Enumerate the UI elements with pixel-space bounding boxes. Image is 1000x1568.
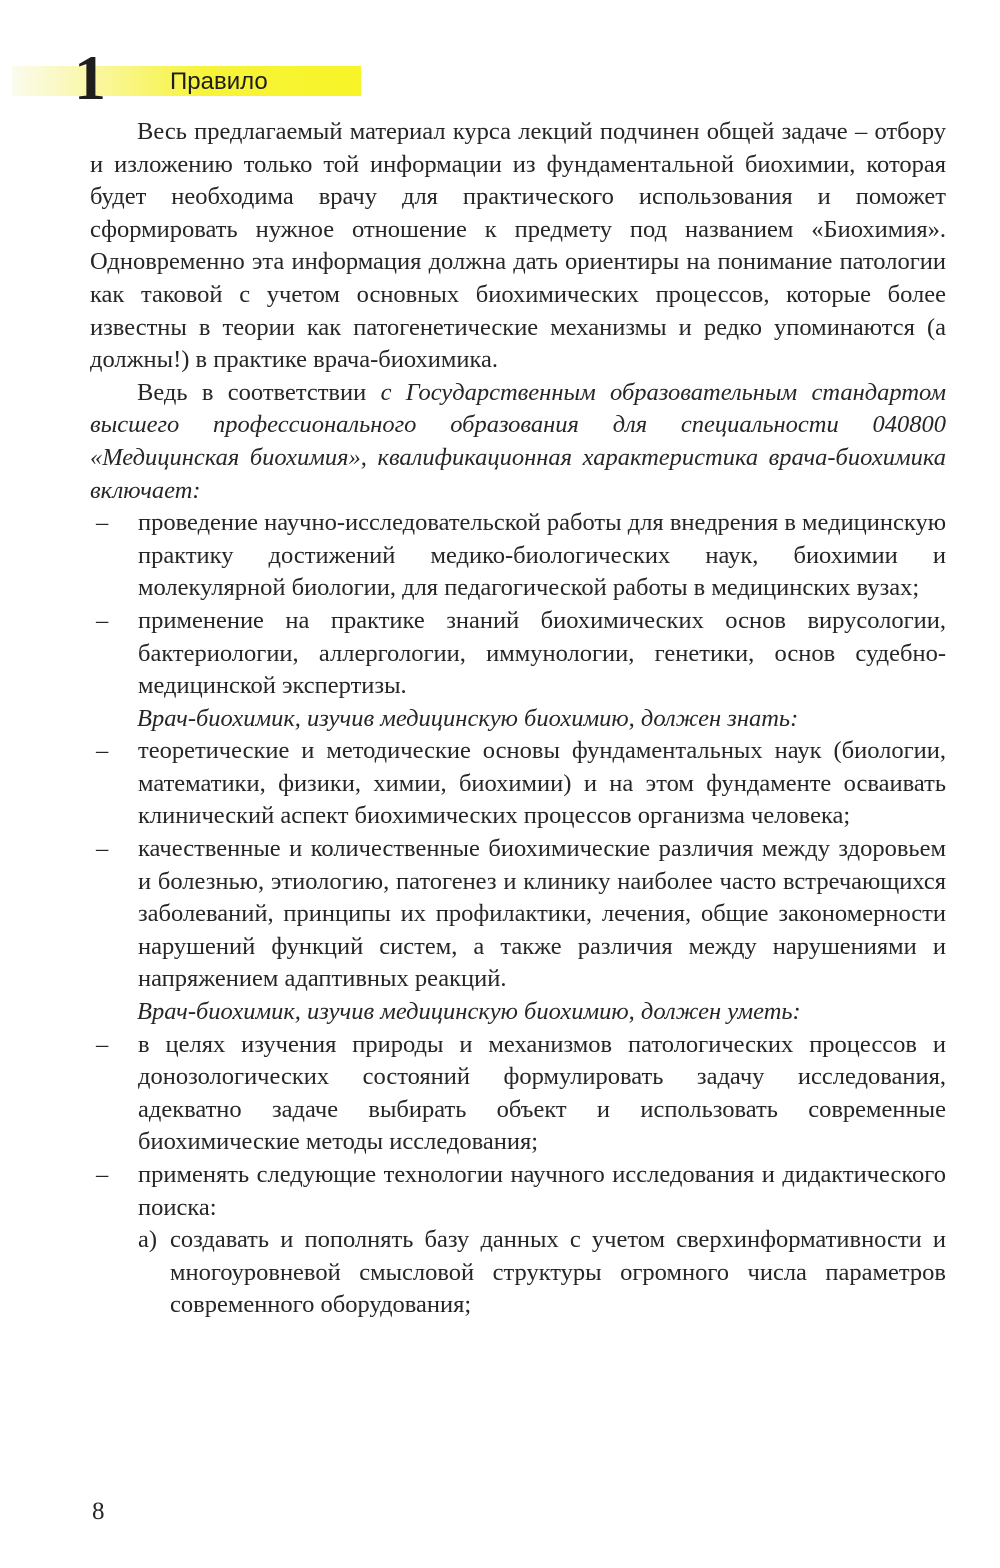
list-item — [90, 1029, 946, 1159]
dash-marker: – — [96, 835, 109, 863]
list-item — [90, 735, 946, 833]
list-item — [90, 833, 946, 996]
page-number: 8 — [92, 1498, 105, 1525]
list-item-text: теоретические и методические основы фундаментальных наук (биологии, математики, физики, химии, биохимии) и на этом фундаменте осваивать клинический аспект биохимических процессов организма человека; — [138, 737, 946, 830]
dash-marker: – — [96, 606, 109, 634]
heading-must-be-able: Врач-биохимик, изучив медицинскую биохимию, должен уметь: — [137, 998, 801, 1026]
sublist-marker: а) — [138, 1226, 158, 1254]
sublist-item-text: создавать и пополнять базу данных с учетом сверхинформативности и многоуровневой смысловой структуры огромного числа параметров современного оборудования; — [170, 1226, 946, 1319]
dash-marker: – — [96, 509, 109, 537]
list-item — [90, 1159, 946, 1224]
dash-marker: – — [96, 1030, 109, 1058]
list-item — [90, 507, 946, 605]
list-item-text: проведение научно-исследовательской работы для внедрения в медицинскую практику достижений медико-биологических наук, биохимии и молекулярной биологии, для педагогической работы в медицинских вузах; — [138, 509, 946, 602]
list-item-text: применять следующие технологии научного исследования и дидактического поиска: — [138, 1161, 946, 1221]
paragraph-standard — [90, 377, 946, 507]
standard-lead: Ведь в соответствии — [137, 378, 381, 406]
chapter-title: Правило — [170, 68, 268, 95]
page-body — [90, 116, 946, 1322]
paragraph-intro: Весь предлагаемый материал курса лекций подчинен общей задаче – отбору и изложению только той информации из фундаментальной биохимии, которая будет необходима врачу для практического использования и поможет сформировать нужное отношение к предмету под названием «Биохимия». Одновременно эта информация должна дать ориентиры на понимание патологии как таковой с учетом основных биохимических процессов, которые более известны в теории как патогенетические механизмы и редко упоминаются (а должны!) в практике врача-биохимика. — [90, 118, 946, 374]
standard-italic: с Государственным образовательным стандартом высшего профессионального образования для специальности 040800 «Медицинская биохимия», квалификационная характеристика врача-биохимика включает: — [90, 378, 946, 504]
list-item-text: в целях изучения природы и механизмов патологических процессов и донозологических состояний формулировать задачу исследования, адекватно задаче выбирать объект и использовать современные биохимические методы исследования; — [138, 1030, 946, 1156]
heading-must-know: Врач-биохимик, изучив медицинскую биохимию, должен знать: — [137, 704, 799, 732]
sublist-item — [90, 1224, 946, 1322]
list-item-text: качественные и количественные биохимические различия между здоровьем и болезнью, этиологию, патогенез и клинику наиболее часто встречающихся заболеваний, принципы их профилактики, лечения, общие закономерности нарушений функций систем, а также различия между нарушениями и напряжением адаптивных реакций. — [138, 835, 946, 993]
dash-marker: – — [96, 737, 109, 765]
list-item — [90, 605, 946, 703]
list-item-text: применение на практике знаний биохимических основ вирусологии, бактериологии, аллергологии, иммунологии, генетики, основ судебно-медицинской экспертизы. — [138, 606, 946, 700]
chapter-number: 1 — [74, 42, 106, 113]
dash-marker: – — [96, 1161, 109, 1188]
